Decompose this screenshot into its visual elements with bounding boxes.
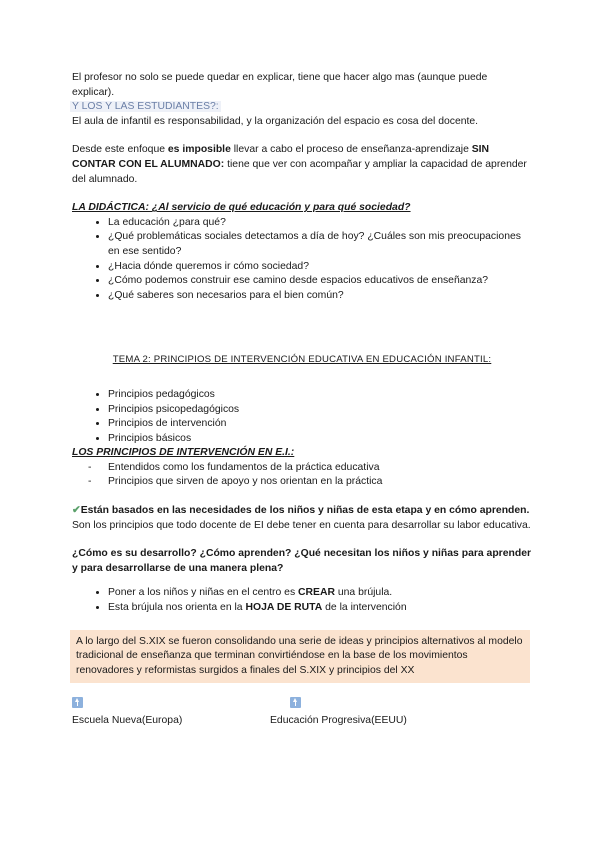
intro-line: El profesor no solo se puede quedar en explicar, tiene que hacer algo mas (aunque puede explicar). [72, 72, 488, 98]
list-item: - Principios que sirven de apoyo y nos orientan en la práctica [88, 475, 532, 490]
list-item: • Principios pedagógicos [108, 388, 532, 403]
list-item: - Entendidos como los fundamentos de la práctica educativa [88, 461, 532, 476]
basados-heading [72, 504, 532, 519]
list-item: • La educación ¿para qué? [108, 216, 532, 231]
approach-text-3: tiene que ver con acompañar y ampliar la capacidad de aprender del alumnado. [72, 158, 527, 185]
list-item: • Principios de intervención [108, 417, 532, 432]
document-page [72, 71, 532, 729]
intro-line-2: El aula de infantil es responsabilidad, y la organización del espacio es cosa del docente. [72, 115, 479, 127]
tema-list [72, 388, 532, 446]
item-bold: CREAR [298, 587, 335, 599]
highlighted-question: Y LOS Y LAS ESTUDIANTES?: [72, 101, 219, 113]
principios-heading: LOS PRINCIPIOS DE INTERVENCIÓN EN E.I.: [72, 447, 295, 459]
basados-text: Son los principios que todo docente de EI debe tener en cuenta para desarrollar su labor educativa. [72, 519, 531, 531]
list-item: • ¿Cómo podemos construir ese camino desde espacios educativos de enseñanza? [108, 274, 532, 289]
desarrollo-question: ¿Cómo es su desarrollo? ¿Cómo aprenden? ¿Qué necesitan los niños y niñas para aprender y para desarrollarse de una manera plena? [72, 548, 532, 574]
list-item: • ¿Qué problemáticas sociales detectamos a día de hoy? ¿Cuáles son mis preocupaciones en ese sentido? [108, 230, 532, 259]
movements-row [72, 697, 532, 728]
didactica-heading: LA DIDÁCTICA: ¿Al servicio de qué educación y para qué sociedad? [72, 202, 411, 214]
list-item: • Principios básicos [108, 432, 532, 447]
movement-europa [72, 697, 270, 728]
item-text: una brújula. [334, 587, 393, 599]
list-item: • ¿Qué saberes son necesarios para el bien común? [108, 289, 532, 304]
basados-bold-text: Están basados en las necesidades de los niños y niñas de esta etapa y en cómo aprenden. [80, 505, 530, 517]
historical-note-box [70, 630, 530, 684]
item-text: Esta brújula nos orienta en la [108, 602, 246, 614]
desarrollo-list [72, 586, 532, 615]
up-arrow-icon [72, 697, 83, 708]
movement-eeuu [270, 697, 470, 728]
approach-bold-2: SIN CONTAR CON EL ALUMNADO: [72, 144, 490, 170]
didactica-list [72, 216, 532, 304]
historical-note-text: A lo largo del S.XIX se fueron consolidando una serie de ideas y principios alternativos al modelo tradicional de enseñanza que terminan convirtiéndose en la base de los movimientos renovadores y reformistas surgidos a finales del S.XIX y principios del XX [76, 635, 523, 676]
movement-label: Escuela Nueva(Europa) [72, 715, 183, 726]
list-item: • ¿Hacia dónde queremos ir cómo sociedad? [108, 260, 532, 275]
approach-bold-1: es imposible [167, 144, 231, 156]
tema-title: TEMA 2: PRINCIPIOS DE INTERVENCIÓN EDUCATIVA EN EDUCACIÓN INFANTIL: [112, 354, 492, 366]
principios-list [72, 461, 532, 490]
item-text: de la intervención [322, 602, 407, 614]
movement-label: Educación Progresiva(EEUU) [270, 715, 407, 726]
list-item [108, 601, 532, 616]
up-arrow-icon [290, 697, 301, 708]
checkmark-icon: ✔ [72, 505, 81, 517]
approach-paragraph [72, 143, 532, 187]
list-item [108, 586, 532, 601]
approach-text-1: Desde este enfoque [72, 144, 168, 156]
list-item: • Principios psicopedagógicos [108, 403, 532, 418]
approach-text-2: llevar a cabo el proceso de enseñanza-aprendizaje [230, 144, 472, 156]
item-text: Poner a los niños y niñas en el centro es [108, 587, 299, 599]
intro-highlight [72, 100, 532, 115]
item-bold: HOJA DE RUTA [245, 602, 323, 614]
